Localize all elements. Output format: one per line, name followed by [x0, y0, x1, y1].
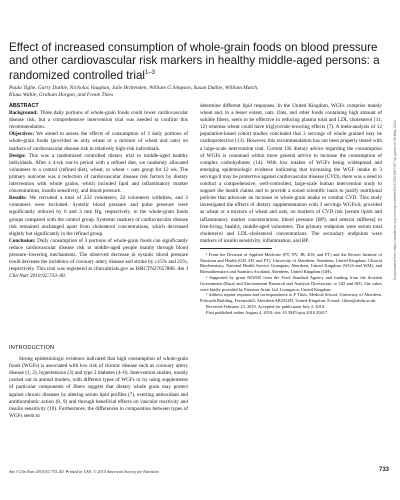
- footnote-first-published: First published online August 4, 2010; doi: 10.3945/ajcn.2010.29417.: [206, 309, 329, 315]
- introduction-paragraph: Strong epidemiologic evidence indicated that high consumption of whole-grain foods (WGFs) is associated with low risk of chronic disease such as coronary artery disease (1, 2), hypertension (3) and type 2 diabetes (4–6). Intervention studies, mostly carried out in animal models, with different types of WGFs or by using supplements of particular components of fibers suggest that dietary whole grain may protect against chronic diseases by altering serum lipid profiles (7), exerting antioxidant and antithrombotic action (8, 9) and through beneficial effects on vascular reactivity and insulin sensitivity (10). Furthermore, the differences in composition between types of WGFs seem to: [9, 356, 188, 419]
- title-superscript: 1–3: [144, 70, 155, 77]
- abstract-heading: ABSTRACT: [9, 103, 39, 109]
- abstract-design: [9, 153, 188, 196]
- download-watermark: Downloaded from https://academic.oup.com/ajcn/article/92/4/733/4597487 by guest on 05 May 2022: [393, 120, 397, 280]
- abstract-section: [9, 103, 188, 335]
- page-number: 733: [378, 467, 389, 473]
- abstract-conclusion: [9, 238, 188, 281]
- footnote-affiliations: ¹ From the Division of Applied Medicine (PT, NV, JB, KW, and FT) and the Rowett Institute of Nutrition and Health (GD, SD, and FT), University of Aberdeen, Aberdeen, United Kingdom; Clinical Biochemistry, National Health Service Grampian, Aberdeen, United Kingdom (WGS and WM); and Biomathematics and Statistics Scotland, Aberdeen, United Kingdom (GH).: [200, 251, 382, 275]
- footnote-received: Received February 23, 2010. Accepted for publication July 2, 2010.: [206, 304, 326, 310]
- article-title: [9, 41, 389, 82]
- footnote-rule: [200, 248, 272, 249]
- background-text: Three daily portions of whole-grain foods could lower cardiovascular disease risk, but a comprehensive intervention trial was needed to confirm this recommendation.: [9, 110, 188, 131]
- page-footer: [9, 469, 389, 474]
- left-column: [9, 103, 188, 420]
- footnote-correspondence: ³ Address reprint requests and correspondence to F Thies, Medical School, University of Aberdeen, Polwarth Building, Foresterhill, Aberdeen AB252ZD, United Kingdom. E-mail: f.thies@abdn.ac.uk.: [200, 292, 382, 304]
- footnotes: [200, 252, 382, 316]
- abstract-results: [9, 195, 188, 238]
- introduction-section: [9, 345, 188, 420]
- body-paragraph: determine different lipid responses. In the United Kingdom, WGFs comprise mainly wheat and, to a lesser extent, oats. Oats, and other foods containing high amount of soluble fibers, seem to be effective in reducing plasma total and LDL cholesterol (11, 12) whereas wheat could have triglyceride-lowering effects (7). A meta-analysis of 12 population-based cohort studies concluded that 3 servings of whole grained may be cardioprotective (13). However, this recommendation has not been properly tested with a large-scale intervention trial. Current UK dietary advice regarding the consumption of WGFs is contained within more general advice to increase the consumption of complex carbohydrates (14). With low intakes of WGFs being widespread and emerging epidemiologic evidence indicating that increasing the WGF intake to 3 servings/d may be protective against cardiovascular disease (CVD), there was a need to conduct a comprehensive, well-controlled, large-scale human intervention study to support the health claims and to provide a sound scientific basis to justify nutritional policies that advocate an increase in whole-grain intake to combat CVD. This study investigated the effects of dietary supplementation with 3 servings WGFs/d, provided as wheat or a mixture of wheat and oats, on markers of CVD risk [serum lipids and inflammatory marker concentrations, blood pressure (BP), and arterial stiffness] in free-living, healthy, middle-aged volunteers. The primary endpoints were serum total cholesterol and LDL-cholesterol concentrations. The secondary endpoints were markers of insulin sensitivity, inflammation, and BP.: [200, 103, 382, 244]
- abstract-background: [9, 110, 188, 131]
- results-label: Results:: [9, 195, 27, 202]
- abstract-objectives: [9, 131, 188, 152]
- objectives-text: We aimed to assess the effects of consumption of 3 daily portions of whole-grain foods (provided as only wheat or a mixture of wheat and oats) on markers of cardiovascular disease risk in relatively high-risk individuals.: [9, 131, 188, 152]
- background-label: Background:: [9, 110, 39, 117]
- design-label: Design:: [9, 152, 26, 159]
- conclusion-text: Daily consumption of 3 portions of whole-grain foods can significantly reduce cardiovascular disease risk in middle-aged people mainly through blood pressure–lowering mechanisms. The observed decrease in systolic blood pressure could decrease the incidence of coronary artery disease and stroke by ≥15% and 25%, respectively. This trial was registered at clinicaltrials.gov as ISRCTN27657880.: [9, 237, 188, 273]
- results-text: We recruited a total of 233 volunteers; 24 volunteers withdrew, and 3 volunteers were excluded. Systolic blood pressure and pulse pressure were significantly reduced by 6 and 3 mm Hg, respectively, in the whole-grain foods groups compared with the control group. Systemic markers of cardiovascular disease risk remained unchanged apart from cholesterol concentrations, which decreased slightly but significantly in the refined group.: [9, 195, 188, 237]
- abstract-citation: Am J Clin Nutr 2010;92:733–40.: [9, 266, 188, 280]
- title-text: Effect of increased consumption of whole-grain foods on blood pressure and other cardiovascular risk markers in healthy middle-aged persons: a randomized controlled trial: [9, 41, 380, 83]
- right-column: [200, 103, 382, 316]
- authors-line-2: Klaus Wahle, Graham Horgan, and Frank Thies: [9, 92, 114, 98]
- design-text: This was a randomized controlled dietary trial in middle-aged healthy individuals. After a 4-wk run-in period with a refined diet, we randomly allocated volunteers to a control (refined diet), wheat, or wheat + oats group for 12 wk. The primary outcome was a reduction of cardiovascular disease risk factors by dietary intervention with whole grains, which included lipid and inflammatory marker concentrations, insulin sensitivity, and blood pressure.: [9, 152, 188, 195]
- conclusion-label: Conclusion:: [9, 237, 36, 244]
- author-list: [9, 85, 309, 99]
- authors-line-1: Paula Tighe, Garry Duthie, Nicholas Vaughan, Julie Brittenden, William G Simpson, Susan Duthie, William Mutch,: [9, 85, 259, 91]
- footer-citation: Am J Clin Nutr 2010;92:733–40. Printed in USA. © 2010 American Society for Nutrition: [9, 469, 159, 474]
- footnote-funding: ² Supported by grant N02035 from the Food Standard Agency and funding from the Scottish Government (Rural and Environment Research and Analysis Directorate; to GD and SD). Oat cakes were kindly provided by Paterson Arran Ltd, Livingston, United Kingdom.: [200, 275, 382, 292]
- introduction-heading: INTRODUCTION: [9, 345, 55, 351]
- objectives-label: Objectives:: [9, 131, 35, 138]
